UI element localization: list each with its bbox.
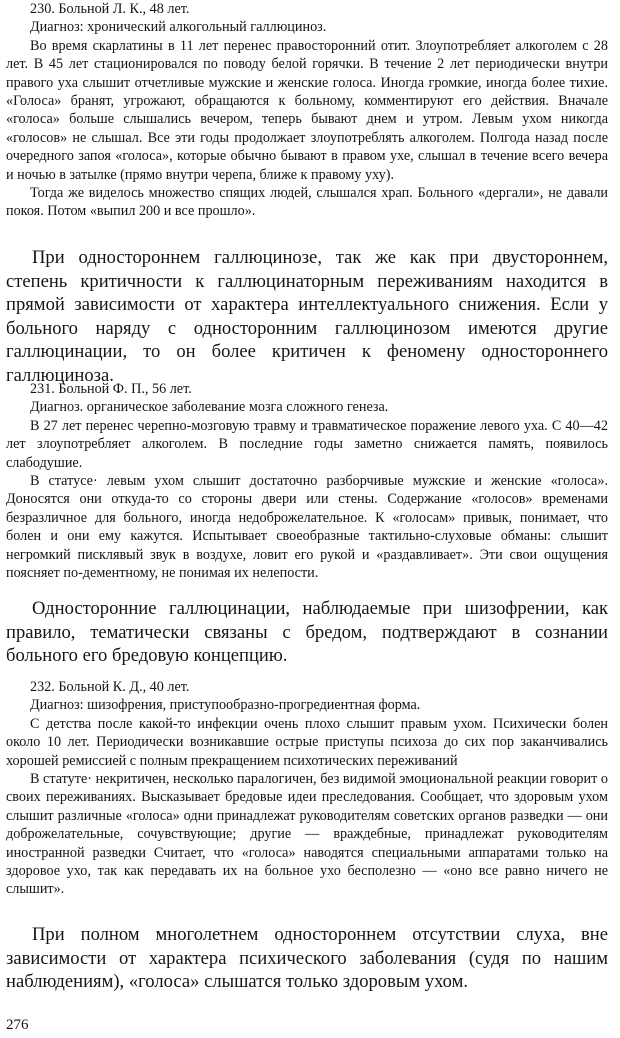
case-diagnosis: Диагноз. органическое заболевание мозга сложного генеза. (30, 399, 389, 416)
case-title: 232. Больной К. Д., 40 лет. (30, 679, 190, 695)
case-history-paragraph: В 27 лет перенес черепно-мозговую травму и травматическое поражение левого уха. С 40—42 лет злоупотребляет алкоголем. В последние годы заметно снижается память, появилось слабодушие. (6, 417, 608, 471)
case-232 (6, 678, 608, 899)
case-diagnosis: Диагноз: хронический алкогольный галлюциноз. (30, 19, 327, 36)
author-commentary: Односторонние галлюцинации, наблюдаемые при шизофрении, как правило, тематически связаны с бредом, подтверждают в сознании больного его бредовую концепцию. (6, 598, 608, 667)
author-commentary: При полном многолетнем одностороннем отсутствии слуха, вне зависимости от характера психического заболевания (судя по нашим наблюдениям), «голоса» слышатся только здоровым ухом. (6, 924, 608, 993)
case-231 (6, 380, 608, 582)
author-commentary: При одностороннем галлюцинозе, так же как при двустороннем, степень критичности к галлюцинаторным переживаниям находится в прямой зависимости от характера интеллектуального снижения. Если у больного наряду с односторонним галлюцинозом имеются другие галлюцинации, то он более критичен к феномену одностороннего галлюциноза. (6, 247, 608, 386)
page-number: 276 (6, 1017, 29, 1033)
case-title: 231. Больной Ф. П., 56 лет. (30, 381, 192, 397)
case-history-paragraph: Во время скарлатины в 11 лет перенес правосторонний отит. Злоупотребляет алкоголем с 28 лет. В 45 лет стационировался по поводу белой горячки. В течение 2 лет периодически внутри правого уха слышит отчетливые мужские и женские голоса. Иногда громкие, иногда более тихие. «Голоса» бранят, угрожают, обращаются к больному, комментируют его действия. Вначале «голоса» больше слышались вечером, теперь бывают днем и утром. Левым ухом никогда «голосов» не слышал. Все эти годы продолжает злоупотреблять алкоголем. Полгода назад после очередного запоя «голоса», которые обычно бывают в правом ухе, слышал в течение всего вечера и ночью в затылке (прямо внутри черепа, ближе к правому уху). (6, 37, 608, 183)
case-status-paragraph: В статусе· левым ухом слышит достаточно разборчивые мужские и женские «голоса». Доносятся они откуда-то со стороны двери или стены. Содержание «голосов» временами безразличное для больного, иногда недоброжелательное. К «голосам» привык, понимает, что болен и они ему кажутся. Испытывает своеобразные тактильно-слуховые обманы: слышит негромкий писклявый звук в воздухе, ловит его рукой и «раздавливает». Эти свои ощущения поясняет по-дементному, не понимая их нелепости. (6, 473, 608, 582)
case-history-paragraph: С детства после какой-то инфекции очень плохо слышит правым ухом. Психически болен около 10 лет. Периодически возникавшие острые приступы психоза до сих пор заканчивались хорошей ремиссией с полным прекращением психотических переживаний (6, 715, 608, 769)
case-230 (6, 0, 608, 221)
case-status-paragraph: В статуте· некритичен, несколько паралогичен, без видимой эмоциональной реакции говорит о своих переживаниях. Высказывает бредовые идеи преследования. Сообщает, что здоровым ухом слышит различные «голоса» одни принадлежат руководителям советских органов разведки — они доброжелательные, сочувствующие; другие — враждебные, принадлежат руководителям иностранной разведки Считает, что «голоса» наводятся специальными аппаратами только на здоровое ухо, так как передавать их на больное ухо бесполезно — «оно все равно ничего не слышит». (6, 771, 608, 898)
case-title: 230. Больной Л. К., 48 лет. (30, 1, 190, 17)
case-history-paragraph: Тогда же виделось множество спящих людей, слышался храп. Больного «дергали», не давали покоя. Потом «выпил 200 и все прошло». (6, 185, 608, 220)
case-diagnosis: Диагноз: шизофрения, приступообразно-прогредиентная форма. (30, 697, 421, 714)
